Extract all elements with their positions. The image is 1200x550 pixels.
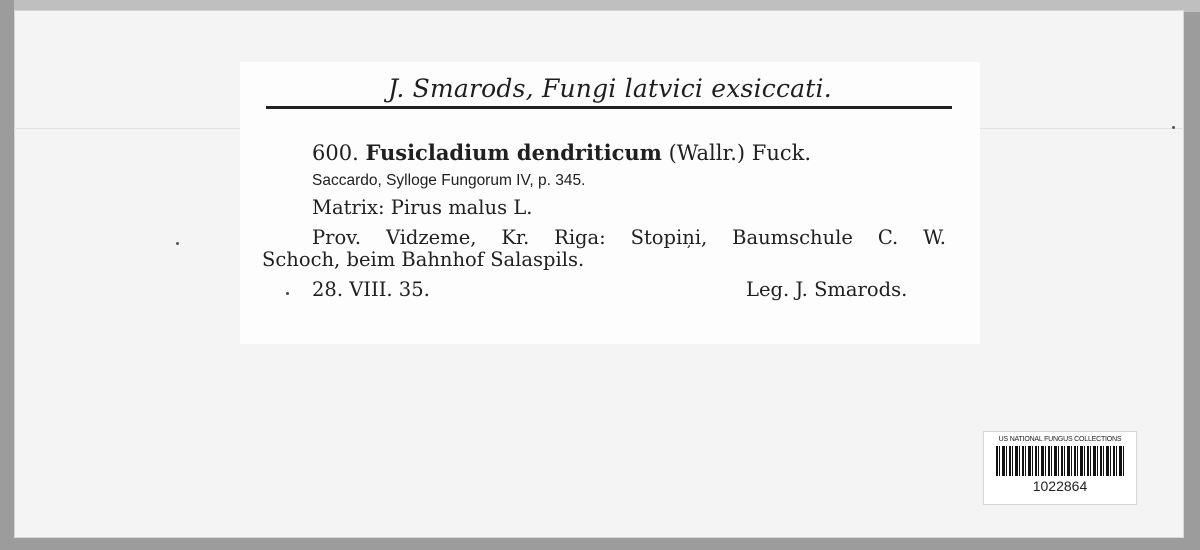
- literature-reference: Saccardo, Sylloge Fungorum IV, p. 345.: [312, 172, 586, 189]
- taxon-authority: (Wallr.) Fuck.: [668, 141, 812, 165]
- locality-line-2: Schoch, beim Bahnhof Salaspils.: [262, 248, 585, 271]
- paper-speck: [1172, 126, 1175, 129]
- locality-word: Baumschule: [732, 226, 853, 249]
- locality-word: Kr.: [501, 226, 530, 249]
- locality-word: W.: [923, 226, 946, 249]
- barcode-number: 1022864: [1032, 478, 1088, 494]
- label-header: J. Smarods, Fungi latvici exsiccati.: [388, 74, 832, 103]
- locality-word: Stopiņi,: [630, 226, 708, 249]
- label-dot: [286, 292, 289, 295]
- barcode-icon: [996, 446, 1124, 476]
- locality-word: Riga:: [554, 226, 606, 249]
- barcode-label: [983, 431, 1137, 505]
- specimen-number: 600.: [312, 141, 359, 165]
- matrix-line: Matrix: Pirus malus L.: [312, 196, 533, 219]
- specimen-line: [312, 140, 811, 165]
- locality-word: C.: [877, 226, 899, 249]
- header-rule: [266, 106, 952, 109]
- herbarium-label: [240, 62, 980, 344]
- collection-date: 28. VIII. 35.: [312, 278, 430, 301]
- paper-speck: [176, 242, 179, 245]
- locality-word: Prov.: [312, 226, 362, 249]
- collector: Leg. J. Smarods.: [746, 278, 908, 301]
- taxon-name: Fusicladium dendriticum: [365, 140, 662, 165]
- locality-line-1: [312, 226, 946, 249]
- locality-word: Vidzeme,: [385, 226, 477, 249]
- barcode-title: US NATIONAL FUNGUS COLLECTIONS: [998, 436, 1122, 443]
